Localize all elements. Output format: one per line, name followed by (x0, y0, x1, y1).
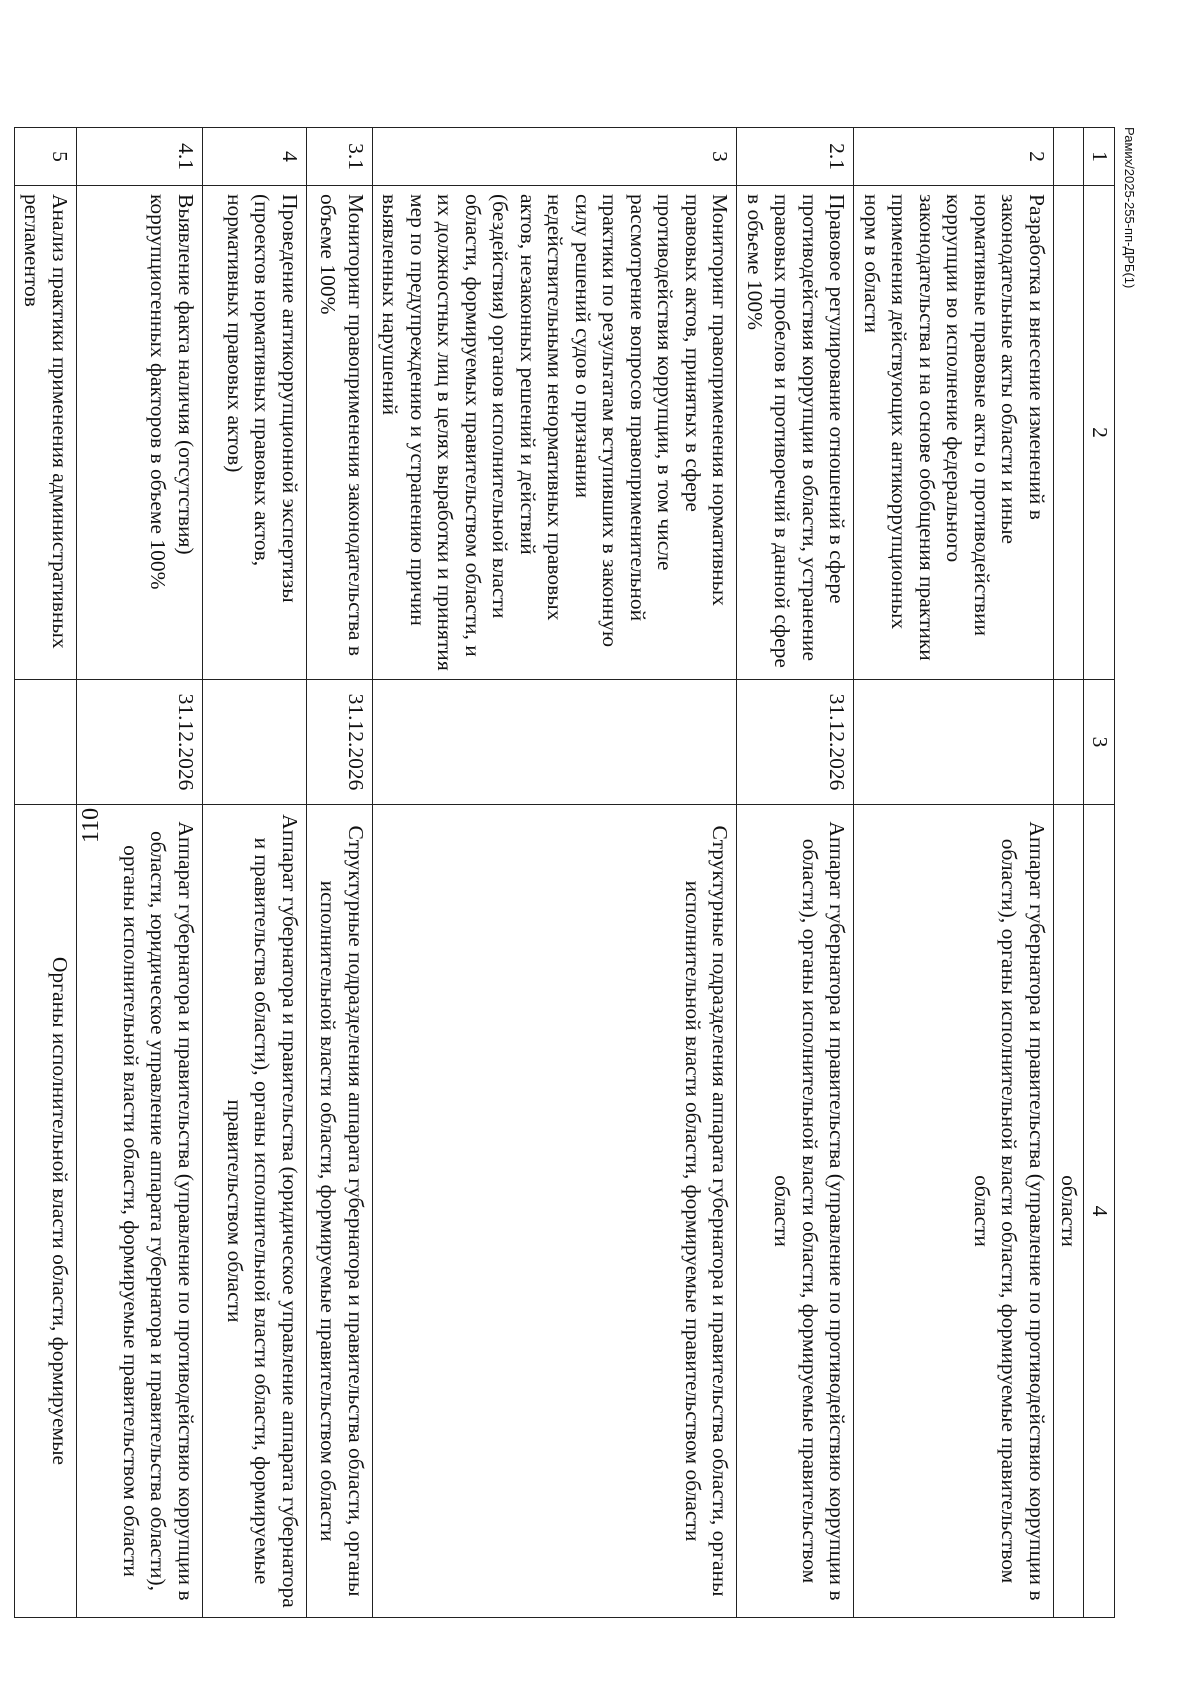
header-col-3: 3 (1084, 680, 1115, 805)
header-row (1084, 128, 1115, 1618)
row-deadline: 31.12.2026 (737, 680, 854, 805)
row-number: 4 (202, 128, 306, 186)
table-row (854, 128, 1054, 1618)
row-number: 5 (14, 128, 76, 186)
continuation-cell-1 (1053, 128, 1084, 186)
row-measure: Правовое регулирование отношений в сфере противодействия коррупции в области, устранение правовых пробелов и противоречий в данной сфере в объеме 100% (737, 186, 854, 680)
row-executors: Структурные подразделения аппарата губернатора и правительства области, органы исполнительной власти области, формируемые правительством области (372, 805, 737, 1618)
row-measure: Анализ практики применения административных регламентов (14, 186, 76, 680)
row-executors: Аппарат губернатора и правительства (управление по противодействию коррупции в области), органы исполнительной власти области, формируемые правительством области (737, 805, 854, 1618)
row-deadline (372, 680, 737, 805)
header-col-2: 2 (1084, 186, 1115, 680)
row-executors: Органы исполнительной власти области, формируемые (14, 805, 76, 1618)
row-executors: Аппарат губернатора и правительства (юридическое управление аппарата губернатора и правительства области), органы исполнительной власти области, формируемые правительством области (202, 805, 306, 1618)
document-code: Рамих/2025-255-пп-ДРБ(1) (1122, 127, 1137, 289)
table-row (306, 128, 372, 1618)
row-number: 4.1 (76, 128, 202, 186)
row-executors: Аппарат губернатора и правительства (управление по противодействию коррупции в области), органы исполнительной власти области, формируемые правительством области (854, 805, 1054, 1618)
table-row (14, 128, 76, 1618)
continuation-text: области (1053, 805, 1084, 1618)
row-deadline: 31.12.2026 (76, 680, 202, 805)
header-col-4: 4 (1084, 805, 1115, 1618)
row-measure: Проведение антикоррупционной экспертизы (проектов нормативных правовых актов, нормативных правовых актов) (202, 186, 306, 680)
row-measure: Выявление факта наличия (отсутствия) коррупциогенных факторов в объеме 100% (76, 186, 202, 680)
continuation-cell-2 (1053, 186, 1084, 680)
row-measure: Разработка и внесение изменений в законодательные акты области и иные нормативные правовые акты о противодействии коррупции во исполнение федерального законодательства и на основе обобщения практики применения действующих антикоррупционных норм в области (854, 186, 1054, 680)
row-executors: Структурные подразделения аппарата губернатора и правительства области, органы исполнительной власти области, формируемые правительством области (306, 805, 372, 1618)
continuation-row (1053, 128, 1084, 1618)
row-number: 3 (372, 128, 737, 186)
table-row (76, 128, 202, 1618)
row-measure: Мониторинг правоприменения законодательства в объеме 100% (306, 186, 372, 680)
row-deadline (854, 680, 1054, 805)
table-row (737, 128, 854, 1618)
table-row (202, 128, 306, 1618)
row-number: 2.1 (737, 128, 854, 186)
measures-table (14, 127, 1115, 1618)
row-number: 2 (854, 128, 1054, 186)
table-row (372, 128, 737, 1618)
row-executors: Аппарат губернатора и правительства (управление по противодействию коррупции в области, юридическое управление аппарата губернатора и правительства области), органы исполнительной власти области, формируемые правительством области (76, 805, 202, 1618)
row-deadline (14, 680, 76, 805)
row-deadline (202, 680, 306, 805)
page-number: 110 (78, 807, 104, 843)
row-number: 3.1 (306, 128, 372, 186)
row-measure: Мониторинг правоприменения нормативных правовых актов, принятых в сфере противодействия коррупции, в том числе рассмотрение вопросов правоприменительной практики по результатам вступивших в законную силу решений судов о признании недействительными ненормативных правовых актов, незаконных решений и действий (бездействия) органов исполнительной власти области, формируемых правительством области, и их должностных лиц в целях выработки и принятия мер по предупреждению и устранению причин выявленных нарушений (372, 186, 737, 680)
header-col-1: 1 (1084, 128, 1115, 186)
row-deadline: 31.12.2026 (306, 680, 372, 805)
continuation-cell-3 (1053, 680, 1084, 805)
